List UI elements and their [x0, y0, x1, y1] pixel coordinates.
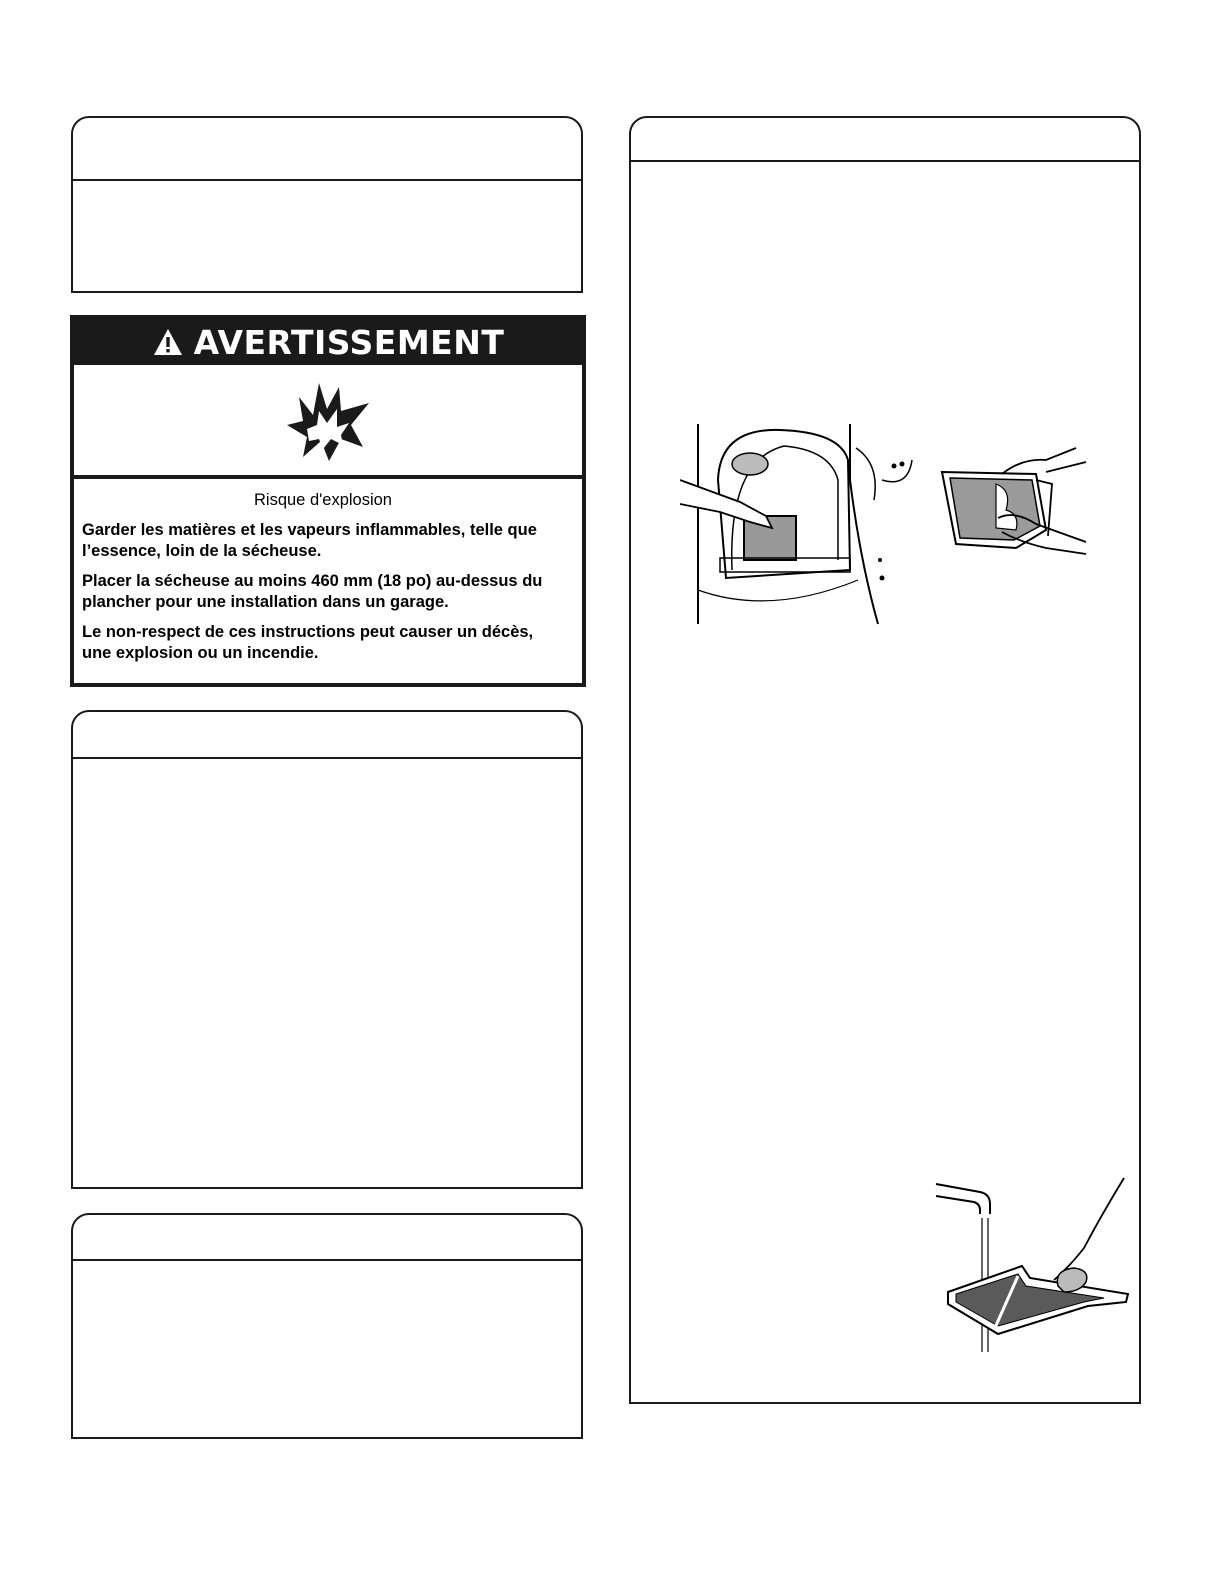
lint-filter-wipe-illustration [936, 444, 1096, 560]
warning-header [74, 319, 582, 365]
explosion-icon [283, 377, 373, 463]
info-panel-middle-left [71, 710, 583, 1189]
warning-box [70, 315, 586, 687]
info-panel-top-left [71, 116, 583, 293]
warning-subtitle: Risque d'explosion [254, 491, 392, 509]
warning-symbol-area [74, 365, 582, 479]
warning-triangle-icon [152, 327, 184, 357]
warning-paragraph-3: Le non-respect de ces instructions peut causer un décès, une explosion ou un incendie. [82, 623, 534, 662]
warning-paragraph-1: Garder les matières et les vapeurs inflammables, telle que l’essence, loin de la sécheuse. [82, 521, 537, 560]
warning-paragraph-2: Placer la sécheuse au moins 460 mm (18 po) au-dessus du plancher pour une installation dans un garage. [82, 572, 543, 611]
warning-body [74, 479, 582, 664]
info-panel-bottom-left [71, 1213, 583, 1439]
lint-filter-removal-illustration [680, 420, 920, 626]
warning-title: AVERTISSEMENT [193, 322, 505, 362]
lint-filter-rinse-illustration [934, 1174, 1130, 1354]
